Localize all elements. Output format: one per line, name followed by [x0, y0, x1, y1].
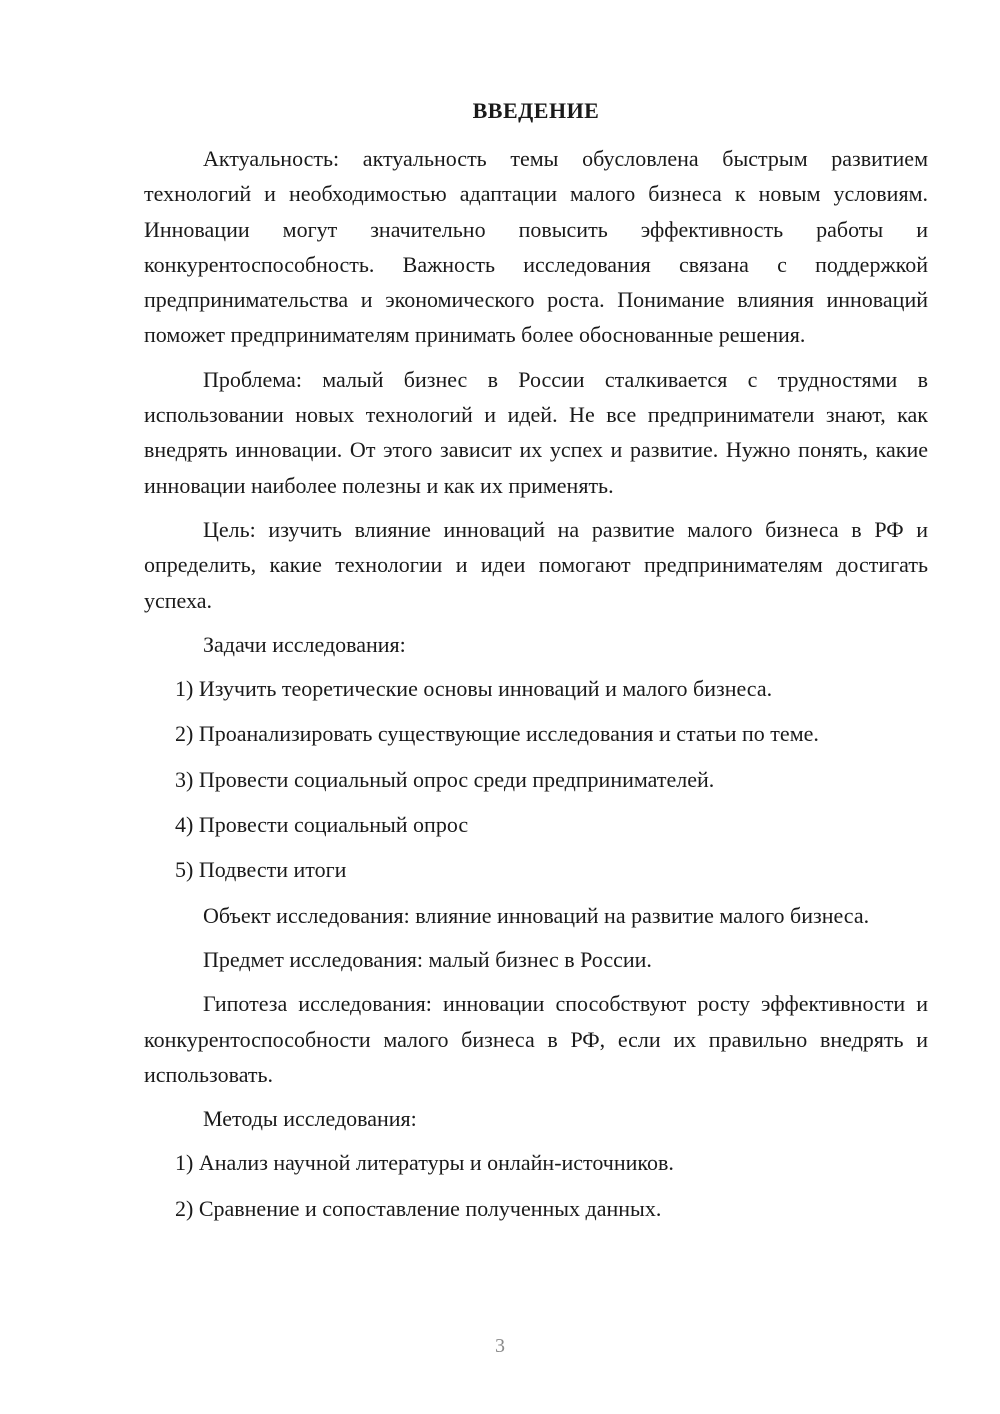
- tasks-heading: Задачи исследования:: [203, 631, 406, 657]
- method-item: 1) Анализ научной литературы и онлайн-источников.: [175, 1150, 674, 1176]
- hypothesis-paragraph: Гипотеза исследования: инновации способствуют росту эффективности и конкурентоспособности малого бизнеса в РФ, если их правильно внедрять и использовать.: [144, 991, 928, 1087]
- task-item: 2) Проанализировать существующие исследования и статьи по теме.: [175, 721, 819, 747]
- task-item: 5) Подвести итоги: [175, 857, 347, 883]
- document-body: [144, 141, 928, 1236]
- methods-heading: Методы исследования:: [203, 1106, 417, 1132]
- task-item: 4) Провести социальный опрос: [175, 812, 469, 838]
- relevance-paragraph: Актуальность: актуальность темы обусловлена быстрым развитием технологий и необходимостью адаптации малого бизнеса к новым условиям. Инновации могут значительно повысить эффективность работы и конкурентоспособность. Важность исследования связана с поддержкой предпринимательства и экономического роста. Понимание влияния инноваций поможет предпринимателям принимать более обоснованные решения.: [144, 146, 928, 348]
- problem-paragraph: Проблема: малый бизнес в России сталкивается с трудностями в использовании новых технологий и идей. Не все предприниматели знают, как внедрять инновации. От этого зависит их успех и развитие. Нужно понять, какие инновации наиболее полезны и как их применять.: [144, 366, 928, 498]
- object-paragraph: Объект исследования: влияние инноваций на развитие малого бизнеса.: [203, 902, 870, 928]
- goal-paragraph: Цель: изучить влияние инноваций на развитие малого бизнеса в РФ и определить, какие технологии и идеи помогают предпринимателям достигать успеха.: [144, 516, 928, 613]
- task-item: 1) Изучить теоретические основы инноваций и малого бизнеса.: [175, 676, 773, 702]
- page-title: ВВЕДЕНИЕ: [472, 98, 600, 123]
- method-item: 2) Сравнение и сопоставление полученных данных.: [175, 1195, 662, 1221]
- subject-paragraph: Предмет исследования: малый бизнес в России.: [203, 946, 652, 972]
- page-number: 3: [495, 1335, 505, 1357]
- task-item: 3) Провести социальный опрос среди предпринимателей.: [175, 766, 715, 792]
